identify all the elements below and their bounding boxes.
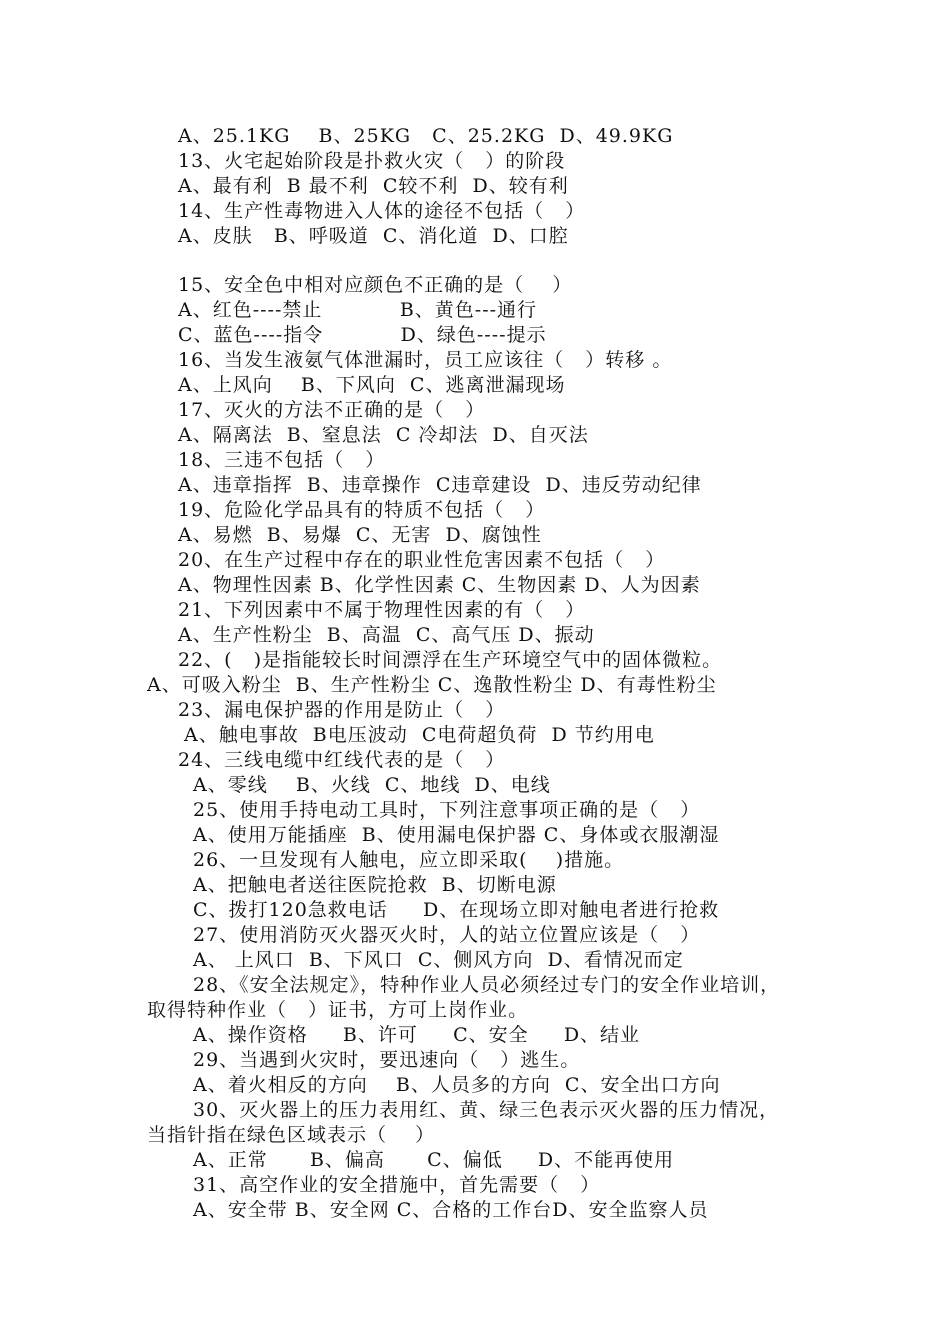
q24-options: A、零线 B、火线 C、地线 D、电线 (193, 774, 551, 796)
q26-question: 26、一旦发现有人触电，应立即采取( )措施。 (193, 849, 625, 871)
q30-options: A、正常 B、偏高 C、偏低 D、不能再使用 (193, 1149, 675, 1171)
q16-question: 16、当发生液氨气体泄漏时，员工应该往（ ）转移 。 (178, 349, 673, 371)
q28-question-line2: 取得特种作业（ ）证书，方可上岗作业。 (147, 999, 529, 1021)
q29-options: A、着火相反的方向 B、人员多的方向 C、安全出口方向 (193, 1074, 721, 1096)
q27-options: A、 上风口 B、下风口 C、侧风方向 D、看情况而定 (193, 949, 684, 971)
q12-options: A、25.1KG B、25KG C、25.2KG D、49.9KG (178, 125, 674, 147)
q25-options: A、使用万能插座 B、使用漏电保护器 C、身体或衣服潮湿 (193, 824, 720, 846)
q23-question: 23、漏电保护器的作用是防止（ ） (178, 699, 506, 721)
q18-options: A、违章指挥 B、违章操作 C违章建设 D、违反劳动纪律 (178, 474, 702, 496)
q20-question: 20、在生产过程中存在的职业性危害因素不包括（ ） (178, 549, 666, 571)
q28-options: A、操作资格 B、许可 C、安全 D、结业 (193, 1024, 641, 1046)
q15-options-cd: C、蓝色----指令 D、绿色----提示 (178, 324, 547, 346)
q31-question: 31、高空作业的安全措施中，首先需要（ ） (193, 1174, 601, 1196)
q27-question: 27、使用消防灭火器灭火时，人的站立位置应该是（ ） (193, 924, 701, 946)
q24-question: 24、三线电缆中红线代表的是（ ） (178, 749, 506, 771)
q14-question: 14、生产性毒物进入人体的途径不包括（ ） (178, 200, 586, 222)
q21-options: A、生产性粉尘 B、高温 C、高气压 D、振动 (178, 624, 595, 646)
q17-question: 17、灭火的方法不正确的是（ ） (178, 399, 486, 421)
q23-options: A、触电事故 B电压波动 C电荷超负荷 D 节约用电 (184, 724, 655, 746)
q26-options-ab: A、把触电者送往医院抢救 B、切断电源 (193, 874, 557, 896)
q30-question-line2: 当指针指在绿色区域表示（ ） (147, 1124, 436, 1146)
q14-options: A、皮肤 B、呼吸道 C、消化道 D、口腔 (178, 225, 569, 247)
q13-options: A、最有利 B 最不利 C较不利 D、较有利 (178, 175, 569, 197)
q29-question: 29、当遇到火灾时，要迅速向（ ）逃生。 (193, 1049, 581, 1071)
q15-question: 15、安全色中相对应颜色不正确的是（ ） (178, 274, 573, 296)
q30-question-line1: 30、灭火器上的压力表用红、黄、绿三色表示灭火器的压力情况， (193, 1099, 780, 1121)
q26-options-cd: C、拨打120急救电话 D、在现场立即对触电者进行抢救 (193, 899, 720, 921)
q16-options: A、上风向 B、下风向 C、逃离泄漏现场 (178, 374, 566, 396)
q31-options: A、安全带 B、安全网 C、合格的工作台D、安全监察人员 (193, 1199, 709, 1221)
q19-options: A、易燃 B、易爆 C、无害 D、腐蚀性 (178, 524, 542, 546)
q20-options: A、物理性因素 B、化学性因素 C、生物因素 D、人为因素 (178, 574, 701, 596)
q28-question-line1: 28、《安全法规定》，特种作业人员必须经过专门的安全作业培训， (193, 974, 781, 996)
q17-options: A、隔离法 B、窒息法 C 冷却法 D、自灭法 (178, 424, 589, 446)
q22-options: A、可吸入粉尘 B、生产性粉尘 C、逸散性粉尘 D、有毒性粉尘 (147, 674, 717, 696)
q15-options-ab: A、红色----禁止 B、黄色---通行 (178, 299, 538, 321)
q21-question: 21、下列因素中不属于物理性因素的有（ ） (178, 599, 586, 621)
q13-question: 13、火宅起始阶段是扑救火灾（ ）的阶段 (178, 150, 566, 172)
q25-question: 25、使用手持电动工具时，下列注意事项正确的是（ ） (193, 799, 701, 821)
q22-question: 22、( )是指能较长时间漂浮在生产环境空气中的固体微粒。 (178, 649, 723, 671)
q18-question: 18、三违不包括（ ） (178, 449, 386, 471)
q19-question: 19、危险化学品具有的特质不包括（ ） (178, 499, 546, 521)
